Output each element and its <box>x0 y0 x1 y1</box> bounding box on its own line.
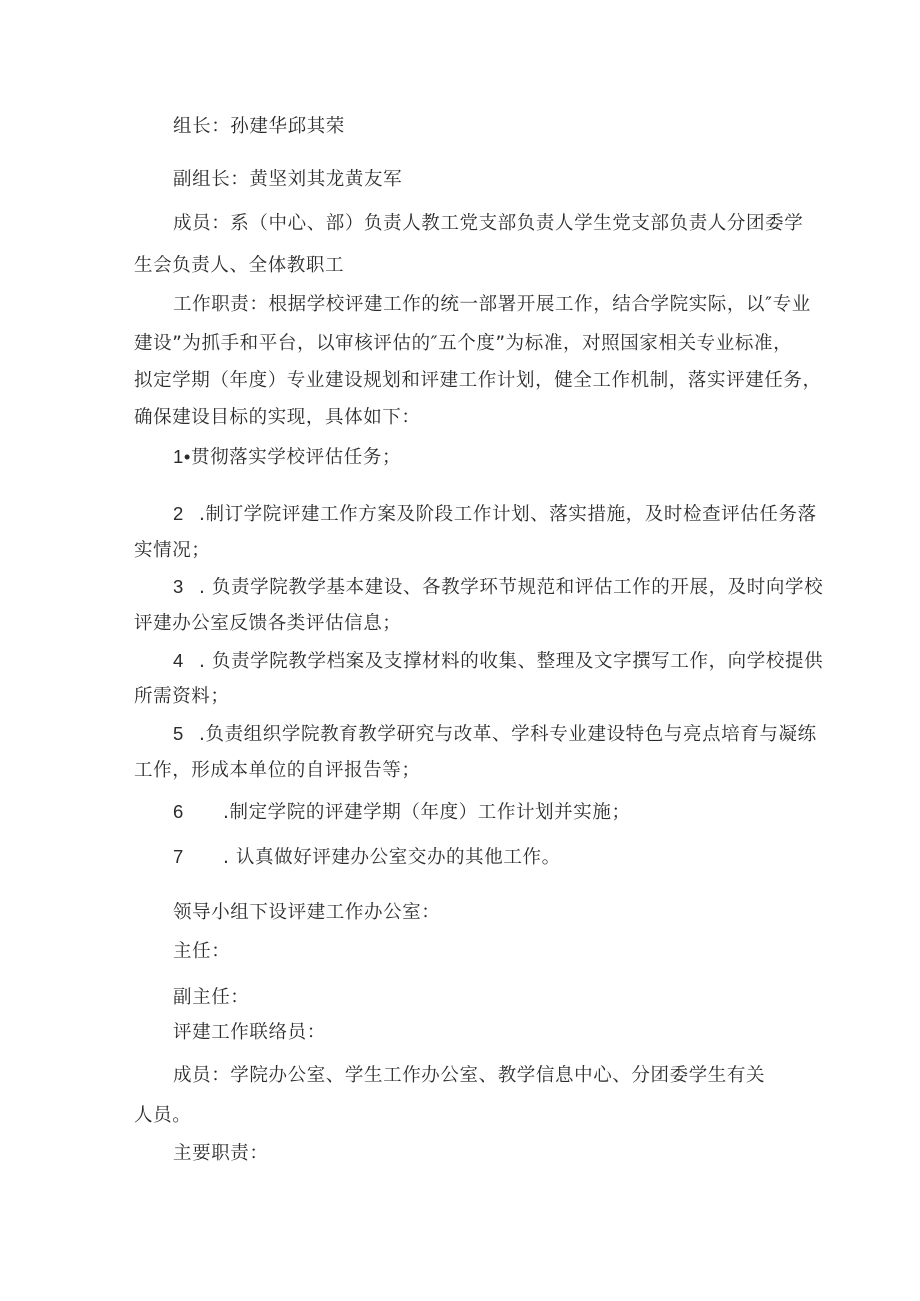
list-item <box>173 801 631 824</box>
list-item-number: 4 <box>173 650 184 671</box>
duties-paragraph-line: 拟定学期（年度）专业建设规划和评建工作计划，健全工作机制，落实评建任务， <box>134 370 822 391</box>
list-item-number: 5 <box>173 723 184 744</box>
list-item-text: . 认真做好评建办公室交办的其他工作。 <box>223 847 561 868</box>
duties-paragraph-line: 建设”为抓手和平台，以审核评估的″五个度”为标准，对照国家相关专业标准， <box>134 333 793 354</box>
duties-paragraph-line: 确保建设目标的实现，具体如下： <box>134 407 421 428</box>
list-item-text: .制订学院评建工作方案及阶段工作计划、落实措施，及时检查评估任务落 <box>199 504 817 525</box>
list-item-text: .负责组织学院教育教学研究与改革、学科专业建设特色与亮点培育与凝练 <box>199 724 817 745</box>
director-line: 主任： <box>173 941 231 962</box>
office-members-line-cont: 人员。 <box>134 1105 192 1126</box>
list-item <box>173 723 817 746</box>
members-line: 成员：系（中心、部）负责人教工党支部负责人学生党支部负责人分团委学 <box>173 213 804 234</box>
list-item-number: 3 <box>173 576 184 597</box>
list-item-text: .制定学院的评建学期（年度）工作计划并实施； <box>223 802 631 823</box>
deputy-leader-line: 副组长：黄坚刘其龙黄友军 <box>173 169 403 190</box>
list-item <box>173 503 817 526</box>
list-item-number: 6 <box>173 801 184 822</box>
main-duties-line: 主要职责： <box>173 1143 269 1164</box>
list-item-text: 贯彻落实学校评估任务； <box>190 447 402 468</box>
office-intro-line: 领导小组下设评建工作办公室： <box>173 902 441 923</box>
list-item <box>173 846 561 869</box>
list-item-text-cont: 工作，形成本单位的自评报告等； <box>134 760 421 781</box>
duties-paragraph-line: 工作职责：根据学校评建工作的统一部署开展工作，结合学院实际，以″专业 <box>173 294 811 315</box>
list-item-text-cont: 所需资料； <box>134 686 230 707</box>
list-item <box>173 650 823 673</box>
office-members-line: 成员：学院办公室、学生工作办公室、教学信息中心、分团委学生有关 <box>173 1065 766 1086</box>
list-item-text-cont: 实情况； <box>134 540 211 561</box>
list-item <box>173 576 823 599</box>
deputy-director-line: 副主任： <box>173 987 250 1008</box>
list-item <box>173 446 401 469</box>
list-item-text: . 负责学院教学档案及支撑材料的收集、整理及文字撰写工作，向学校提供 <box>199 651 824 672</box>
list-item-number: 1• <box>173 446 191 467</box>
list-item-text-cont: 评建办公室反馈各类评估信息； <box>134 613 402 634</box>
liaison-line: 评建工作联络员： <box>173 1022 326 1043</box>
leader-line: 组长：孙建华邱其荣 <box>173 116 345 137</box>
list-item-text: . 负责学院教学基本建设、各教学环节规范和评估工作的开展，及时向学校 <box>199 577 824 598</box>
list-item-number: 2 <box>173 503 184 524</box>
members-line-cont: 生会负责人、全体教职工 <box>134 255 345 276</box>
list-item-number: 7 <box>173 846 184 867</box>
